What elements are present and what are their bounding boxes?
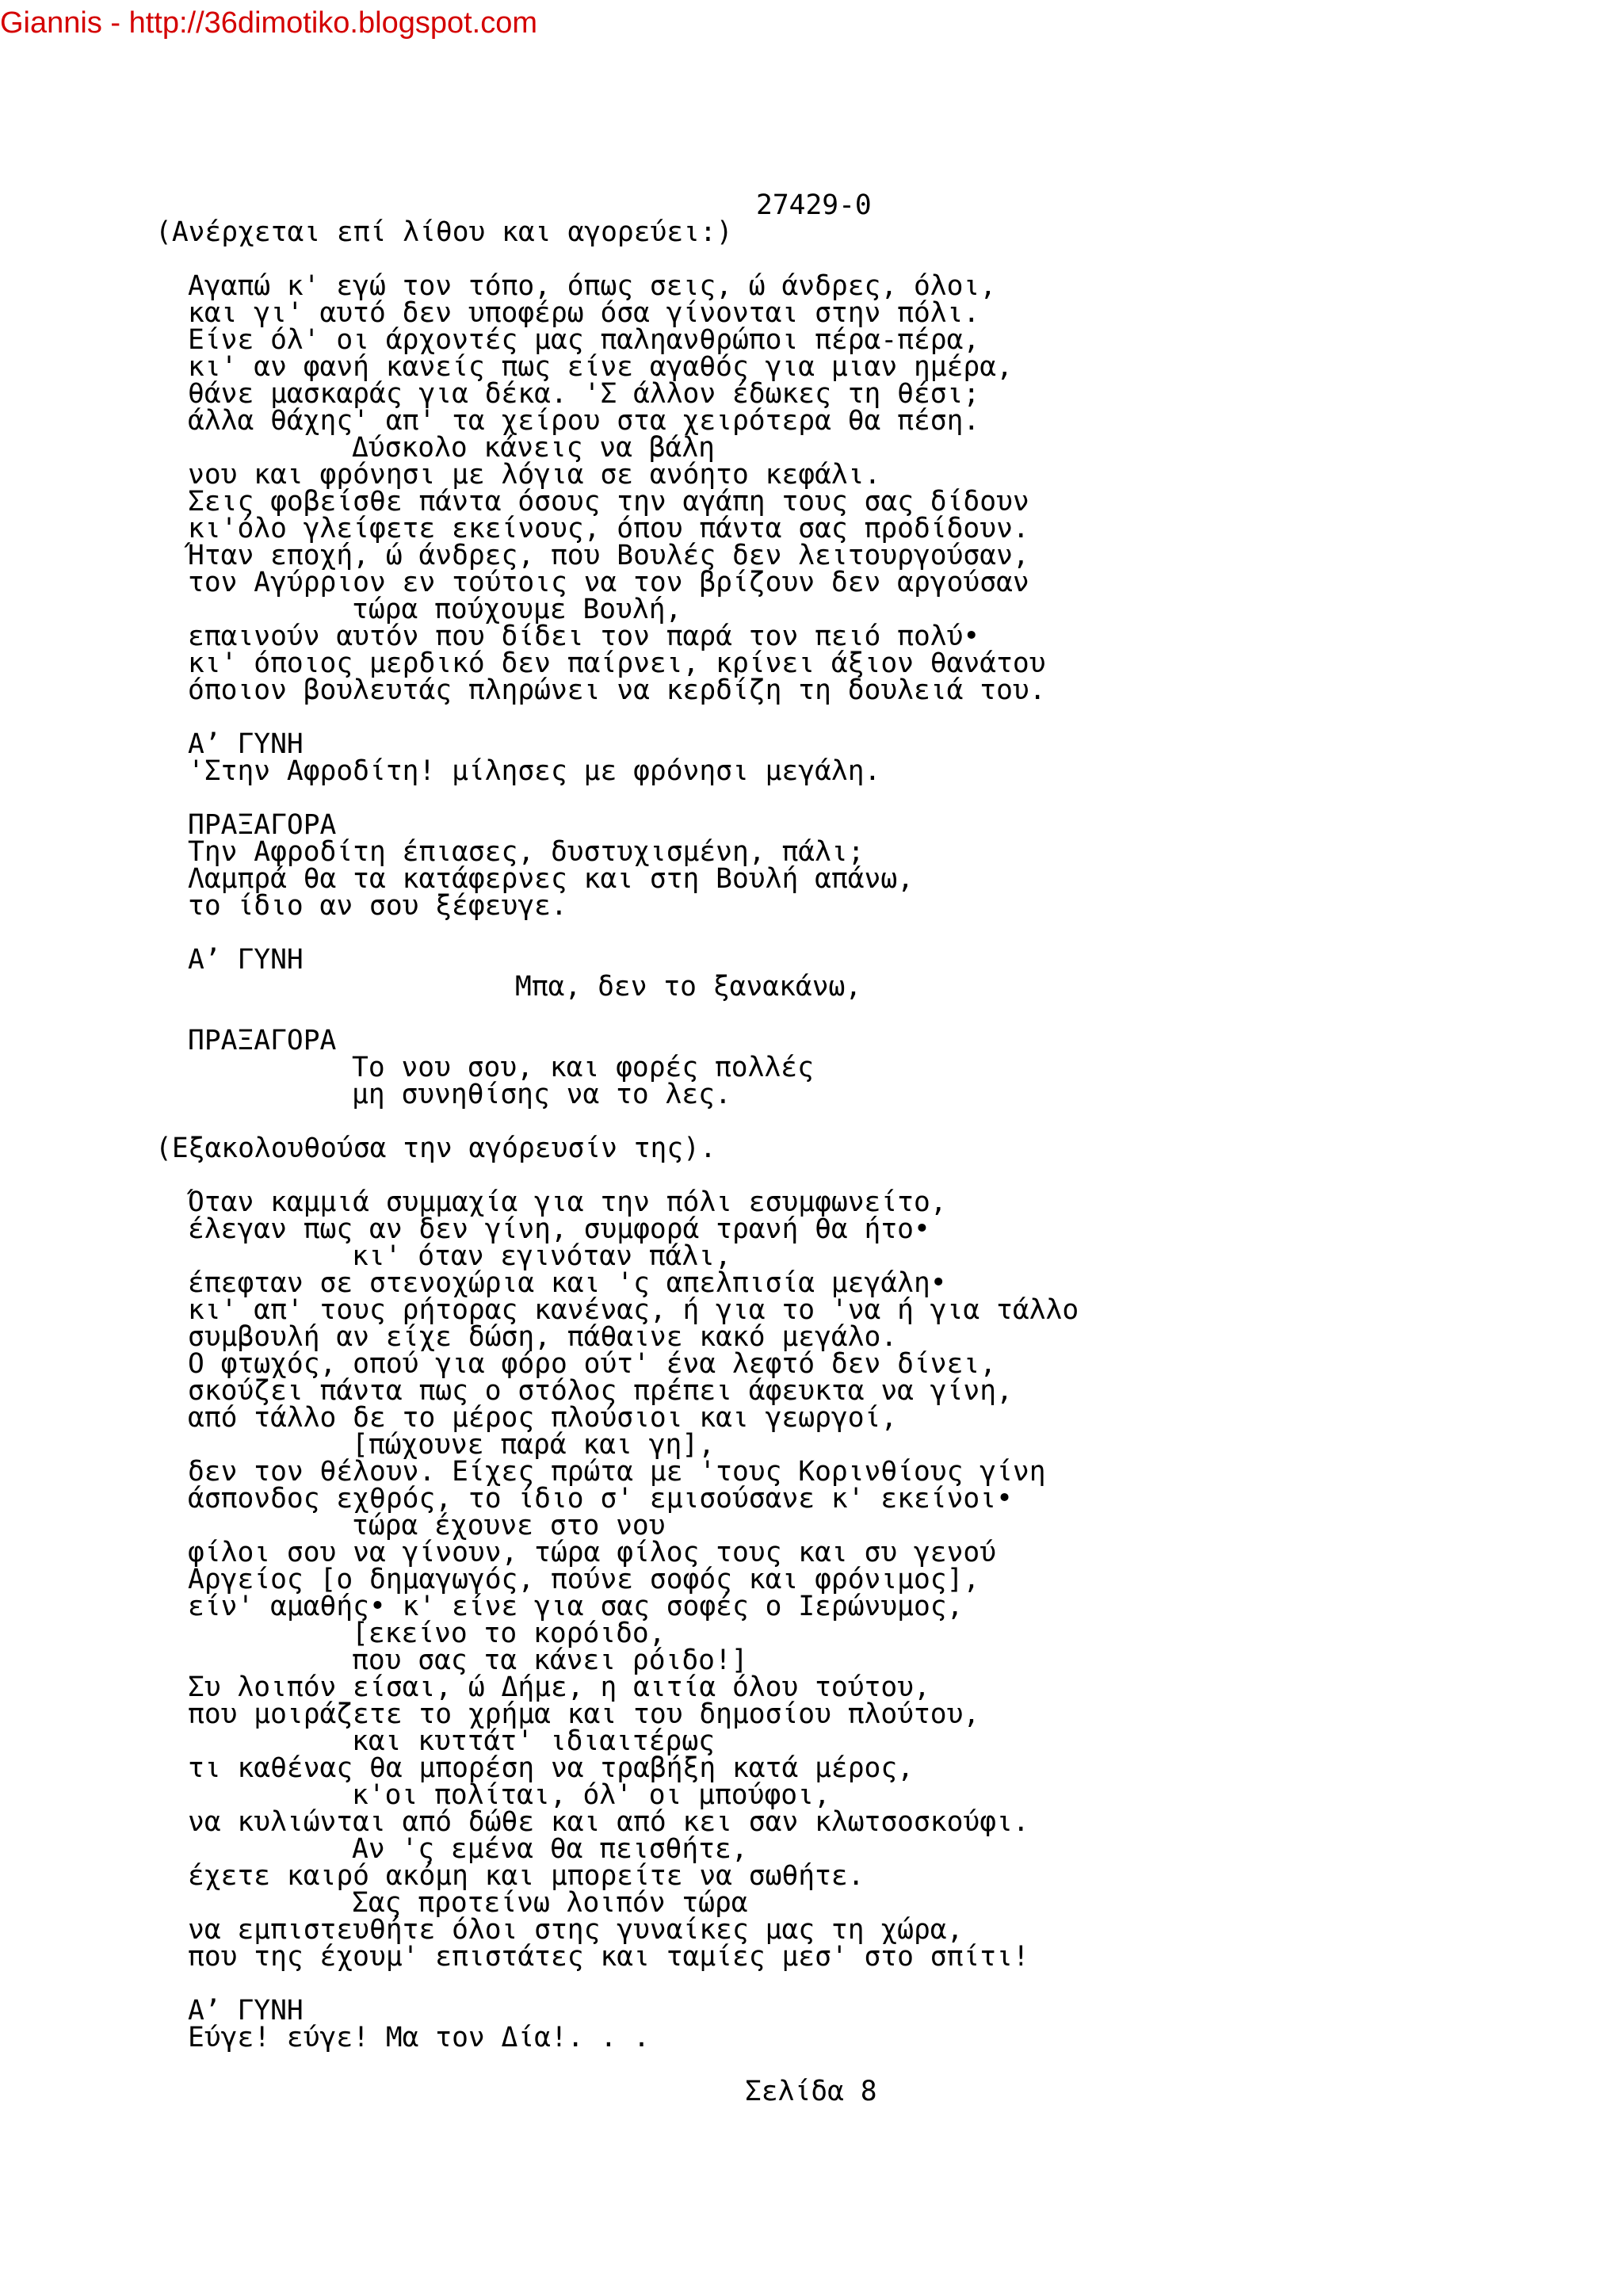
verse-line: [πώχουνε παρά και γη], [352,1429,715,1461]
verse-line: είν' αμαθής• κ' είνε για σας σοφές ο Ιερώνυμος, [188,1591,964,1622]
verse-line: που μοιράζετε το χρήμα και του δημοσίου πλούτου, [188,1698,980,1730]
verse-line: κι' όταν εγινόταν πάλι, [352,1240,731,1272]
verse-line: να εμπιστευθήτε όλοι στης γυναίκες μας τη χώρα, [188,1914,964,1946]
verse-line: Την Αφροδίτη έπιασες, δυστυχισμένη, πάλι; [188,836,865,868]
verse-line: τον Αγύρριον εν τούτοις να τον βρίζουν δεν αργούσαν [188,567,1029,598]
verse-line: 'Στην Αφροδίτη! μίλησες με φρόνησι μεγάλη. [188,755,881,787]
verse-line: και γι' αυτό δεν υποφέρω όσα γίνονται στην πόλι. [188,297,980,329]
verse-line: σκούζει πάντα πως ο στόλος πρέπει άφευκτα να γίνη, [188,1375,1013,1407]
verse-line: κι'όλο γλείφετε εκείνους, όπου πάντα σας προδίδουν. [188,513,1029,544]
speaker-name: ΠΡΑΞΑΓΟΡΑ [188,809,337,841]
verse-line: όποιον βουλευτάς πληρώνει να κερδίζη τη δουλειά του. [188,674,1046,706]
verse-line: που σας τα κάνει ρόιδο!] [352,1645,748,1676]
document-code: 27429-0 [756,189,872,221]
speaker-name: ΠΡΑΞΑΓΟΡΑ [188,1025,337,1056]
verse-line: κι' όποιος μερδικό δεν παίρνει, κρίνει άξιον θανάτου [188,648,1046,679]
speaker-name: Α’ ΓΥΝΗ [188,944,304,976]
stage-direction: (Ανέρχεται επί λίθου και αγορεύει:) [155,216,733,248]
verse-line: δεν τον θέλουν. Είχες πρώτα με 'τους Κορινθίους γίνη [188,1456,1046,1488]
verse-line: μη συνηθίσης να το λες. [352,1079,731,1110]
verse-line: επαινούν αυτόν που δίδει τον παρά τον πειό πολύ• [188,621,980,652]
verse-line: Εύγε! εύγε! Μα τον Δία!. . . [188,2022,650,2053]
verse-line: Μπα, δεν το ξανακάνω, [515,971,862,1003]
blog-header-link[interactable]: Giannis - http://36dimotiko.blogspot.com [0,6,538,40]
verse-line: άλλα θάχης' απ' τα χείρου στα χειρότερα θα πέση. [188,405,980,437]
verse-line: Αν 'ς εμένα θα πεισθήτε, [352,1833,748,1865]
speaker-name: Α’ ΓΥΝΗ [188,728,304,760]
verse-line: τι καθένας θα μπορέση να τραβήξη κατά μέρος, [188,1752,914,1784]
verse-line: τώρα έχουνε στο νου [352,1510,666,1541]
verse-line: φίλοι σου να γίνουν, τώρα φίλος τους και συ γενού [188,1537,997,1568]
verse-line: από τάλλο δε το μέρος πλούσιοι και γεωργοί, [188,1402,898,1434]
verse-line: Είνε όλ' οι άρχοντές μας παληανθρώποι πέρα-πέρα, [188,324,980,356]
verse-line: Αγαπώ κ' εγώ τον τόπο, όπως σεις, ώ άνδρες, όλοι, [188,270,997,302]
verse-line: κι' απ' τους ρήτορας κανένας, ή για το 'να ή για τάλλο [188,1294,1079,1326]
speaker-name: Α’ ΓΥΝΗ [188,1995,304,2027]
verse-line: Λαμπρά θα τα κατάφερνες και στη Βουλή απάνω, [188,863,914,895]
verse-line: και κυττάτ' ιδιαιτέρως [352,1725,715,1757]
verse-line: Σεις φοβείσθε πάντα όσους την αγάπη τους σας δίδουν [188,486,1029,518]
verse-line: που της έχουμ' επιστάτες και ταμίες μεσ' στο σπίτι! [188,1941,1029,1973]
verse-line: το ίδιο αν σου ξέφευγε. [188,890,567,922]
verse-line: νου και φρόνησι με λόγια σε ανόητο κεφάλι. [188,459,881,491]
verse-line: συμβουλή αν είχε δώση, πάθαινε κακό μεγάλο. [188,1321,898,1353]
verse-line: άσπονδος εχθρός, το ίδιο σ' εμισούσανε κ' εκείνοι• [188,1483,1013,1515]
verse-line: [εκείνο το κορόιδο, [352,1618,666,1649]
verse-line: έλεγαν πως αν δεν γίνη, συμφορά τρανή θα ήτο• [188,1213,930,1245]
verse-line: θάνε μασκαράς για δέκα. 'Σ άλλον έδωκες τη θέσι; [188,378,980,410]
verse-line: έχετε καιρό ακόμη και μπορείτε να σωθήτε. [188,1860,865,1892]
verse-line: Συ λοιπόν είσαι, ώ Δήμε, η αιτία όλου τούτου, [188,1671,930,1703]
stage-direction: (Εξακολουθούσα την αγόρευσίν της). [155,1133,716,1164]
verse-line: Δύσκολο κάνεις να βάλη [352,432,715,464]
verse-line: Ήταν εποχή, ώ άνδρες, που Βουλές δεν λειτουργούσαν, [188,540,1029,571]
verse-line: Σας προτείνω λοιπόν τώρα [352,1887,748,1919]
verse-line: τώρα πούχουμε Βουλή, [352,594,682,625]
verse-line: Αργείος [ο δημαγωγός, πούνε σοφός και φρόνιμος], [188,1564,980,1595]
verse-line: να κυλιώνται από δώθε και από κει σαν κλωτσοσκούφι. [188,1806,1029,1838]
verse-line: κι' αν φανή κανείς πως είνε αγαθός για μιαν ημέρα, [188,351,1013,383]
verse-line: κ'οι πολίται, όλ' οι μπούφοι, [352,1779,831,1811]
page-number: Σελίδα 8 [745,2076,877,2107]
verse-line: Ο φτωχός, οπού για φόρο ούτ' ένα λεφτό δεν δίνει, [188,1348,997,1380]
verse-line: έπεφταν σε στενοχώρια και 'ς απελπισία μεγάλη• [188,1267,947,1299]
verse-line: Όταν καμμιά συμμαχία για την πόλι εσυμφωνείτο, [188,1186,947,1218]
verse-line: Το νου σου, και φορές πολλές [352,1052,814,1083]
